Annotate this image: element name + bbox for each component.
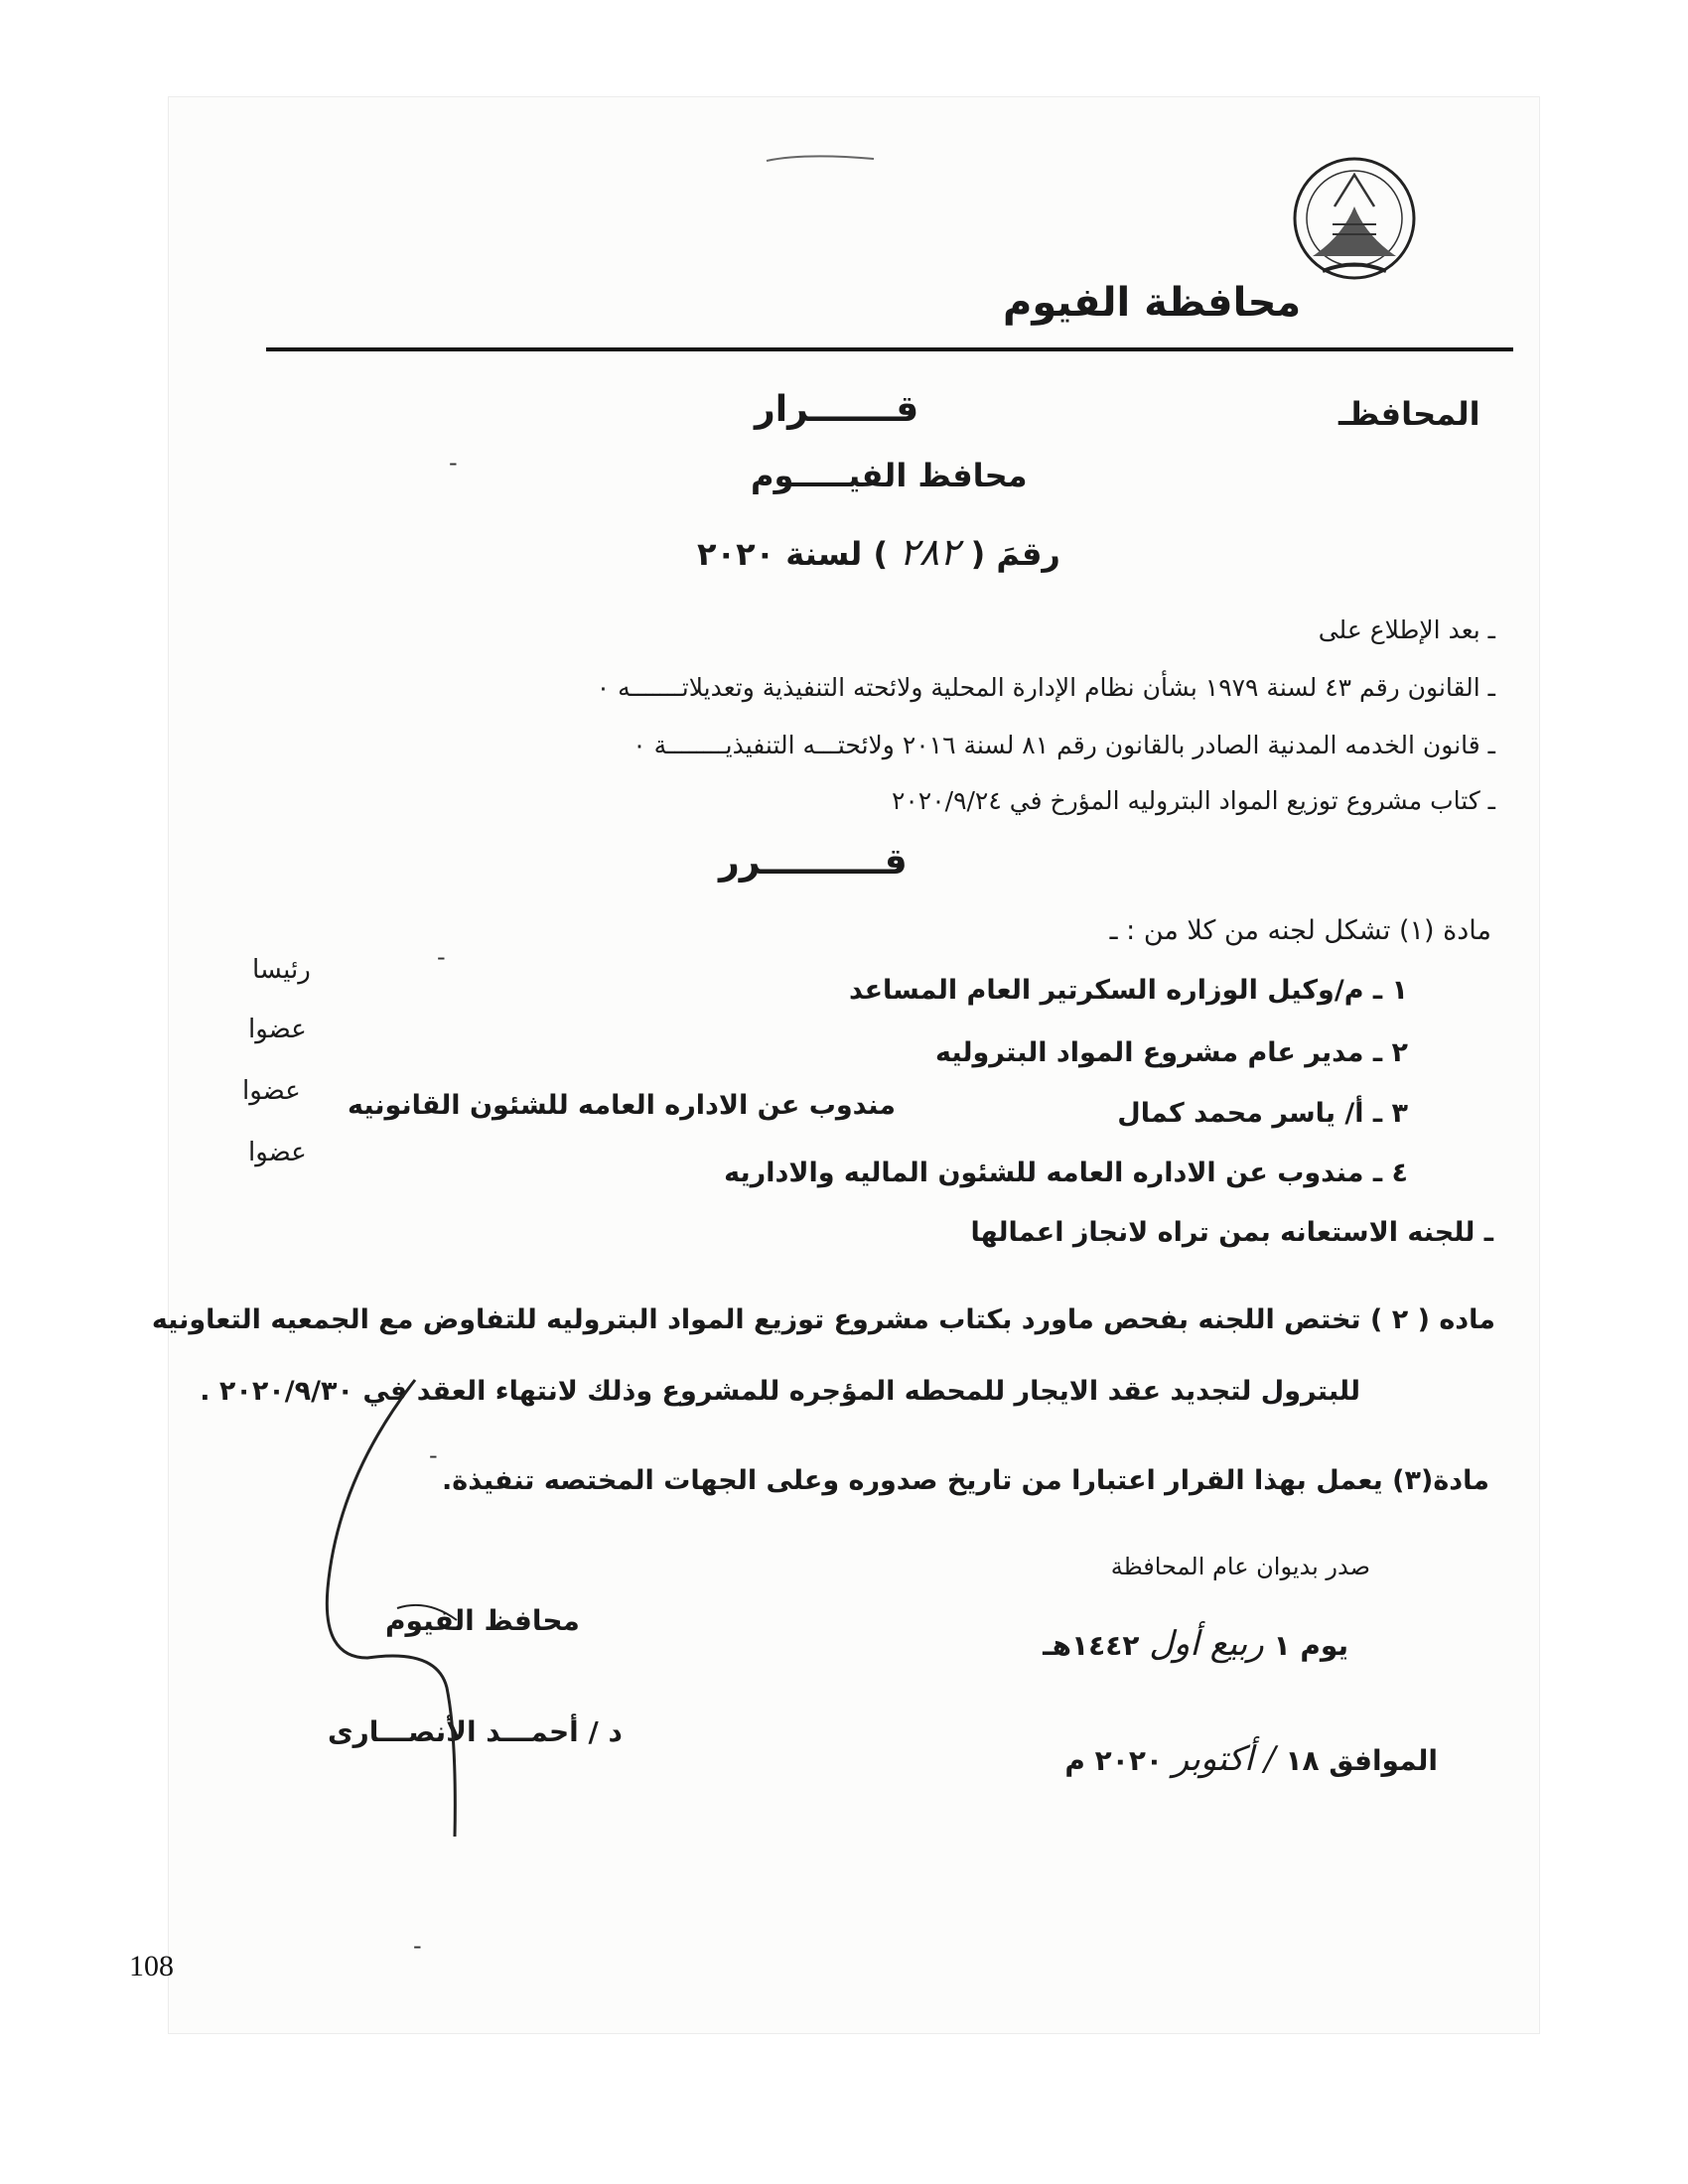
decides-heading: قــــــــــرر [719, 842, 908, 883]
hijri-date-handwritten: ربيع أول [1149, 1624, 1264, 1664]
signatory-title: محافظ الفيوم [385, 1604, 580, 1637]
governorate-header: محافظة الفيوم [1003, 280, 1302, 326]
article-2-line: للبترول لتجديد عقد الايجار للمحطه المؤجره للمشروع وذلك لانتهاء العقد في ٢٠٢٠/٩/٣٠ . [200, 1376, 1360, 1407]
header-rule [266, 347, 1513, 351]
scan-mark: - [429, 1441, 438, 1469]
member-role: عضوا [242, 1076, 301, 1106]
scan-mark: - [449, 449, 458, 477]
preamble-line: ـ كتاب مشروع توزيع المواد البتروليه المؤرخ في ٢٠٢٠/٩/٢٤ [891, 786, 1495, 815]
decision-number-suffix: ) لسنة ٢٠٢٠ [697, 535, 889, 573]
hijri-date [1043, 1624, 1348, 1664]
committee-member: ٣ ـ أ/ ياسر محمد كمال [1117, 1098, 1408, 1129]
governorate-seal [1283, 147, 1426, 290]
preamble-line: ـ قانون الخدمه المدنية الصادر بالقانون رقم ٨١ لسنة ٢٠١٦ ولائحتـــه التنفيذيــــــــة ٠ [633, 731, 1495, 759]
member-role: عضوا [248, 1138, 307, 1167]
hijri-date-prefix: يوم ١ [1263, 1629, 1348, 1662]
hijri-date-suffix: ١٤٤٢هـ [1043, 1629, 1140, 1662]
article-3: مادة(٣) يعمل بهذا القرار اعتبارا من تاريخ صدوره وعلى الجهات المختصه تنفيذة. [442, 1465, 1489, 1496]
decision-number-prefix: رقمَ ( [970, 535, 1060, 573]
gregorian-date-prefix: الموافق ١٨ [1285, 1744, 1438, 1777]
article-2-line: ماده ( ٢ ) تختص اللجنه بفحص ماورد بكتاب مشروع توزيع المواد البتروليه للتفاوض مع الجمعيه التعاونيه [151, 1304, 1495, 1335]
gregorian-date [1064, 1739, 1438, 1779]
committee-member-affiliation: مندوب عن الاداره العامه للشئون القانونيه [348, 1090, 896, 1121]
decision-heading: قـــــــرار [755, 389, 919, 430]
committee-member: ٢ ـ مدير عام مشروع المواد البتروليه [934, 1037, 1408, 1068]
decision-number [697, 530, 1060, 574]
gregorian-date-suffix: ٢٠٢٠ م [1064, 1744, 1163, 1777]
member-role: رئيسا [252, 955, 311, 985]
committee-member: ٤ ـ مندوب عن الاداره العامه للشئون الماليه والاداريه [724, 1158, 1408, 1188]
decision-number-handwritten: ٢٨٢ [899, 530, 960, 574]
scan-mark: - [413, 1932, 422, 1960]
committee-member: ١ ـ م/وكيل الوزاره السكرتير العام المساعد [849, 975, 1408, 1006]
committee-helper-note: ـ للجنه الاستعانه بمن تراه لانجاز اعمالها [970, 1217, 1493, 1248]
preamble-line: ـ بعد الإطلاع على [1318, 615, 1495, 644]
governor-of-heading: محافظ الفيـــــوم [751, 457, 1028, 494]
scan-mark: - [437, 943, 446, 971]
signatory-name: د / أحمـــد الأنصـــارى [328, 1715, 623, 1748]
preamble-line: ـ القانون رقم ٤٣ لسنة ١٩٧٩ بشأن نظام الإدارة المحلية ولائحته التنفيذية وتعديلاتـــــــه ٠ [596, 673, 1495, 702]
issued-at: صدر بديوان عام المحافظة [1110, 1553, 1370, 1580]
gregorian-date-handwritten: / أكتوبر [1172, 1739, 1276, 1779]
governor-office-label: المحافظـ [1338, 395, 1480, 433]
member-role: عضوا [248, 1015, 307, 1044]
page-number: 108 [129, 1950, 174, 1982]
article-1-intro: مادة (١) تشكل لجنه من كلا من : ـ [1109, 915, 1491, 946]
